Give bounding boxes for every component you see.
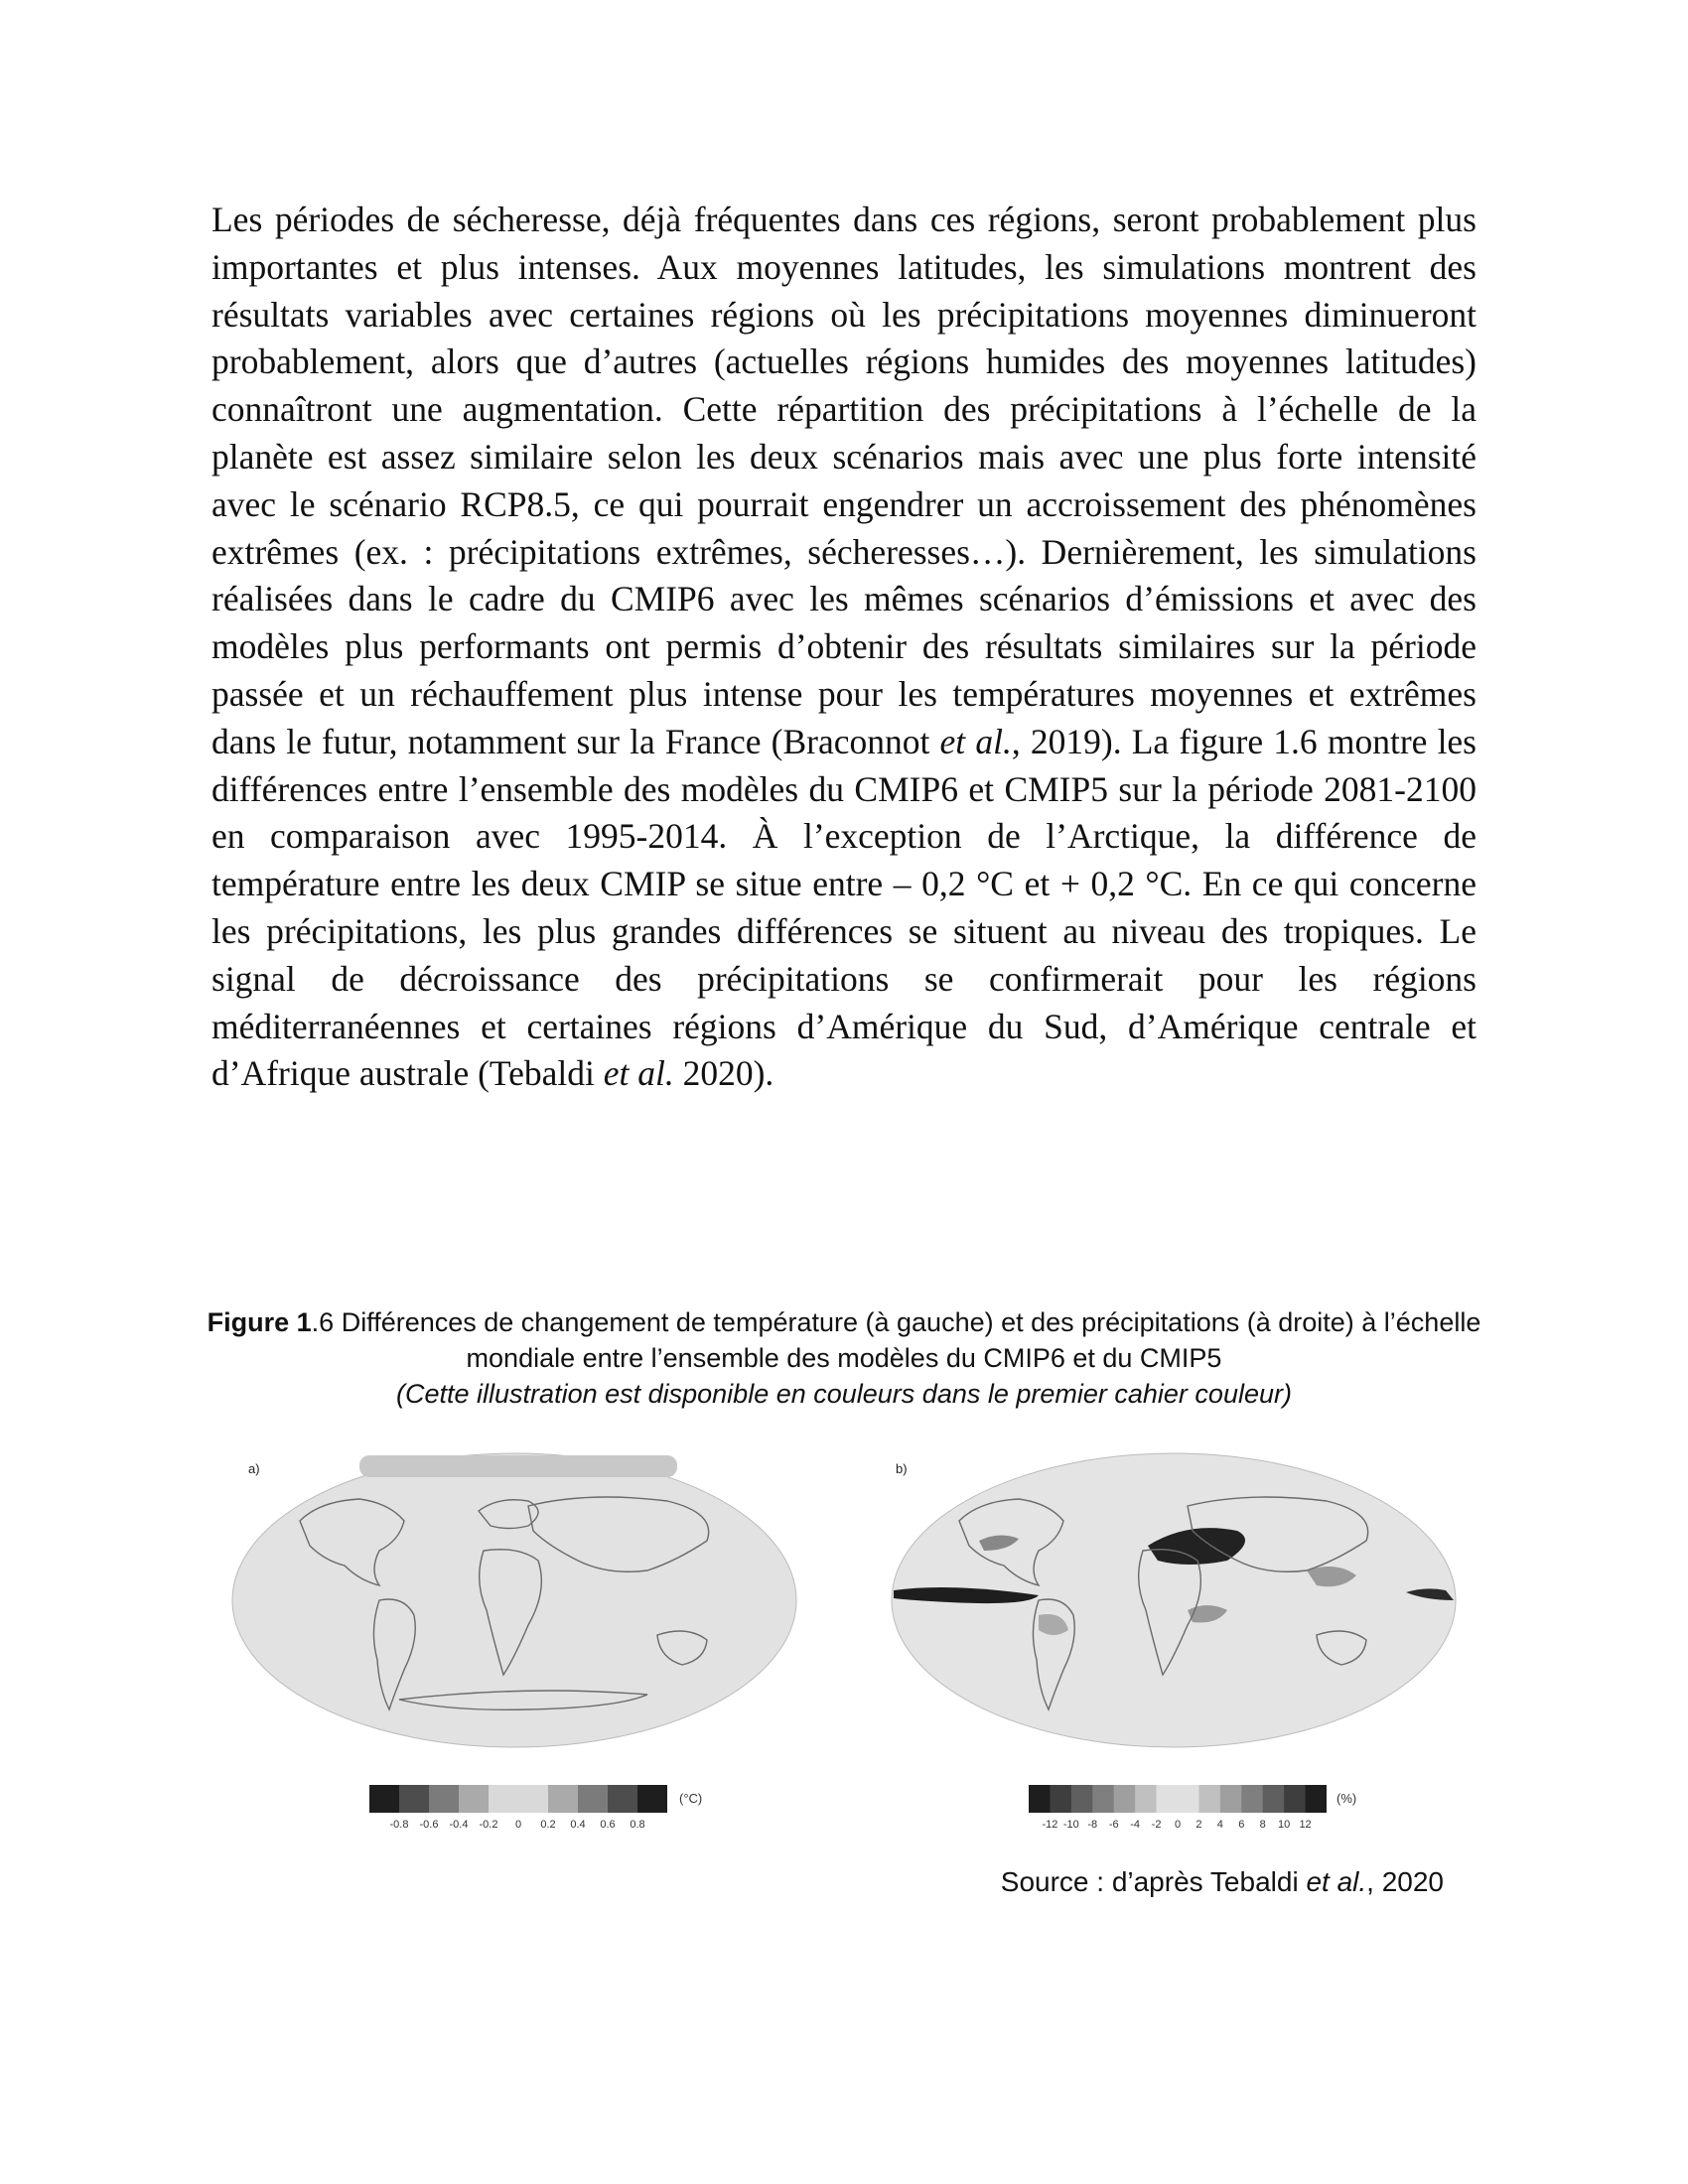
precipitation-tick-label: 6 [1238, 1819, 1245, 1831]
precipitation-colorbar-ticks [1029, 1819, 1327, 1833]
precipitation-colorbar-cell [1241, 1785, 1263, 1813]
temperature-tick-label: 0 [514, 1819, 522, 1831]
temperature-colorbar [369, 1785, 667, 1813]
figure-caption [199, 1304, 1489, 1412]
precipitation-tick-label: 12 [1299, 1819, 1312, 1831]
temperature-tick-label: 0.8 [630, 1819, 645, 1831]
precipitation-colorbar-cell [1092, 1785, 1114, 1813]
temperature-difference-map [230, 1451, 798, 1749]
figure-note: (Cette illustration est disponible en couleurs dans le premier cahier couleur) [396, 1379, 1292, 1409]
precipitation-colorbar-cell [1029, 1785, 1051, 1813]
temperature-tick-label: 0.4 [570, 1819, 586, 1831]
paragraph-text-1: Les périodes de sécheresse, déjà fréquentes dans ces régions, seront probablement plus importantes et plus intenses. Aux moyennes latitudes, les simulations montrent des résultats variables avec certaines régions où les précipitations moyennes diminueront probablement, alors que d’autres (actuelles régions humides des moyennes latitudes) connaîtront une augmentation. Cette répartition des précipitations à l’échelle de la planète est assez similaire selon les deux scénarios mais avec une plus forte intensité avec le scénario RCP8.5, ce qui pourrait engendrer un accroissement des phénomènes extrêmes (ex. : précipitations extrêmes, sécheresses…). Dernièrement, les simulations réalisées dans le cadre du CMIP6 avec les mêmes scénarios d’émissions et avec des modèles plus performants ont permis d’obtenir des résultats similaires sur la période passée et un réchauffement plus intense pour les températures moyennes et extrêmes dans le futur, notamment sur la France (Braconnot [211, 200, 1477, 761]
precipitation-colorbar-cell [1178, 1785, 1199, 1813]
precipitation-colorbar-cell [1114, 1785, 1136, 1813]
precipitation-tick-label: 8 [1259, 1819, 1266, 1831]
et-al-2: et al. [603, 1053, 674, 1094]
temperature-colorbar-cell [578, 1785, 609, 1813]
temperature-tick-label: -0.4 [449, 1819, 469, 1831]
precipitation-tick-label: -12 [1042, 1819, 1058, 1831]
et-al-1: et al. [939, 721, 1012, 761]
paragraph-text-2: , 2019). La figure 1.6 montre les différences entre l’ensemble des modèles du CMIP6 et CMIP5 sur la période 2081-2100 en comparaison avec 1995-2014. À l’exception de l’Arctique, la différence de température entre les deux CMIP se situe entre – 0,2 °C et + 0,2 °C. En ce qui concerne les précipitations, les plus grandes différences se situent au niveau des tropiques. Le signal de décroissance des précipitations se confirmerait pour les régions méditerranéennes et certaines régions d’Amérique du Sud, d’Amérique centrale et d’Afrique australe (Tebaldi [211, 721, 1477, 1094]
precipitation-colorbar [1029, 1785, 1327, 1813]
temperature-colorbar-ticks [369, 1819, 667, 1833]
temperature-tick-label: -0.6 [419, 1819, 439, 1831]
temperature-unit: (°C) [679, 1791, 703, 1806]
precipitation-colorbar-cell [1306, 1785, 1327, 1813]
precipitation-colorbar-cell [1071, 1785, 1093, 1813]
temperature-colorbar-cell [489, 1785, 519, 1813]
temperature-colorbar-cell [548, 1785, 579, 1813]
temperature-tick-label: 0.2 [540, 1819, 556, 1831]
figure-label-rest: .6 [311, 1307, 335, 1337]
precipitation-colorbar-cell [1198, 1785, 1220, 1813]
temperature-tick-label: 0.6 [600, 1819, 616, 1831]
precipitation-colorbar-cell [1263, 1785, 1285, 1813]
precipitation-tick-label: 2 [1196, 1819, 1202, 1831]
precipitation-colorbar-cell [1157, 1785, 1179, 1813]
figure-caption-text: Différences de changement de température (à gauche) et des précipitations (à droite) à l’échelle mondiale entre l’ensemble des modèles du CMIP6 et du CMIP5 [334, 1307, 1481, 1373]
temperature-tick-label: -0.8 [389, 1819, 409, 1831]
precipitation-unit: (%) [1336, 1791, 1357, 1806]
precipitation-difference-map [890, 1451, 1458, 1749]
paragraph-text-3: 2020). [673, 1053, 774, 1094]
precipitation-tick-label: -10 [1062, 1819, 1079, 1831]
temperature-colorbar-cell [399, 1785, 430, 1813]
precipitation-tick-label: 4 [1216, 1819, 1223, 1831]
precipitation-colorbar-cell [1135, 1785, 1157, 1813]
temperature-tick-label: -0.2 [479, 1819, 498, 1831]
temperature-colorbar-cell [637, 1785, 667, 1813]
temperature-colorbar-cell [459, 1785, 490, 1813]
temperature-colorbar-cell [608, 1785, 638, 1813]
precipitation-tick-label: -8 [1087, 1819, 1098, 1831]
source-prefix: Source : d’après Tebaldi [1000, 1866, 1307, 1897]
figure-source [894, 1866, 1444, 1898]
source-suffix: , 2020 [1366, 1866, 1444, 1897]
precipitation-tick-label: 10 [1278, 1819, 1291, 1831]
precipitation-tick-label: -4 [1130, 1819, 1141, 1831]
precipitation-tick-label: -2 [1151, 1819, 1162, 1831]
temperature-colorbar-cell [369, 1785, 400, 1813]
precipitation-colorbar-cell [1050, 1785, 1071, 1813]
body-paragraph [211, 197, 1477, 1098]
precipitation-tick-label: 0 [1174, 1819, 1182, 1831]
precipitation-colorbar-cell [1220, 1785, 1242, 1813]
source-et-al: et al. [1306, 1866, 1367, 1897]
panel-b-letter: b) [896, 1461, 908, 1476]
precipitation-colorbar-cell [1284, 1785, 1306, 1813]
temperature-colorbar-cell [518, 1785, 549, 1813]
figure-label: Figure 1 [207, 1307, 312, 1337]
temperature-colorbar-cell [429, 1785, 460, 1813]
panel-a-letter: a) [248, 1461, 260, 1476]
precipitation-tick-label: -6 [1108, 1819, 1119, 1831]
